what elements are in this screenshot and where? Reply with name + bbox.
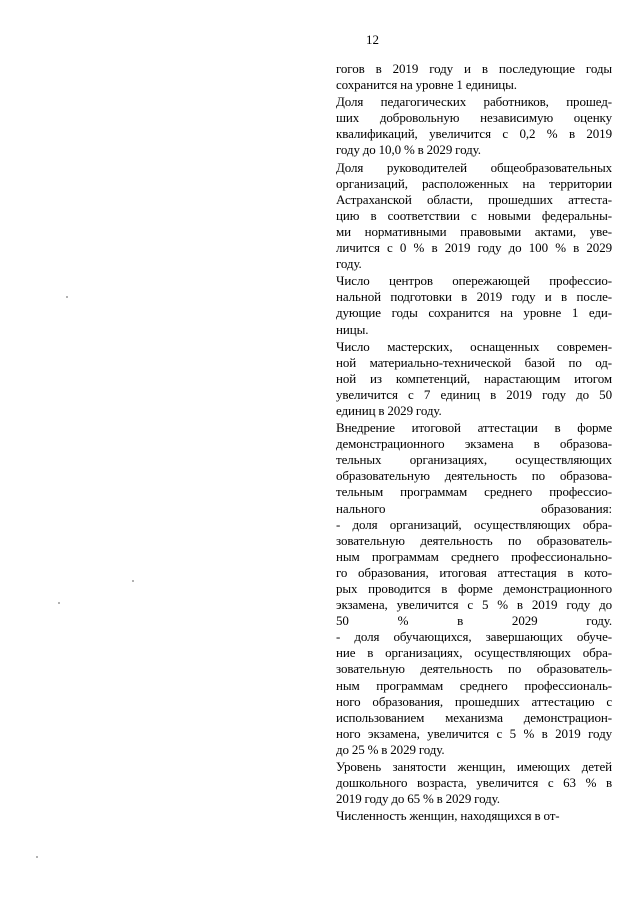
text-line: Внедрение итоговой аттестации в форме [336,420,612,436]
text-line: организаций, расположенных на территории [336,175,612,191]
page-number: 12 [366,32,379,47]
paragraph [336,273,612,337]
text-line: го образования, итоговая аттестация в кото- [336,564,612,580]
text-line: единиц в 2029 году. [336,402,442,418]
text-line: 50 % в 2029 году. [336,613,612,629]
text-line: дошкольного возраста, увеличится с 63 % в [336,775,612,791]
text-line: ми нормативными правовыми актами, уве- [336,223,612,239]
text-line: нальной подготовки в 2019 году и в после- [336,289,612,305]
text-line: зовательную деятельность по образователь- [336,661,612,677]
text-line: ным программам среднего профессиональ- [336,677,612,693]
text-line: рых проводится в форме демонстрационного [336,581,612,596]
scan-speck [58,602,60,604]
text-line: ной из компетенций, нарастающим итогом [336,370,612,386]
text-line: Доля руководителей общеобразовательных [336,159,612,175]
text-line: Астраханской области, прошедших аттеста- [336,191,612,207]
text-line: увеличится с 7 единиц в 2019 году до 50 [336,386,612,402]
text-line: Число центров опережающей профессио- [336,273,612,289]
scan-speck [36,856,38,858]
text-line: экзамена, увеличится с 5 % в 2019 году до [336,597,612,613]
text-line: использованием механизма демонстрацион- [336,709,612,725]
text-line: Доля педагогических работников, прошед- [336,94,612,110]
text-line: году до 10,0 % в 2029 году. [336,142,481,158]
text-line: зовательную деятельность по образователь- [336,532,612,548]
text-line: сохранится на уровне 1 единицы. [336,77,517,93]
paragraph [336,339,612,419]
text-line: демонстрационного экзамена в образова- [336,436,612,452]
text-line: образовательную деятельность по образова- [336,468,612,484]
scan-speck [132,580,134,582]
text-line: цию в соответствии с новыми федеральны- [336,207,612,223]
text-line: ние в организациях, осуществляющих обра- [336,645,612,661]
scan-speck [66,296,68,298]
paragraph [336,94,612,158]
text-line: ной материально-технической базой по од- [336,354,612,370]
paragraph [336,160,612,273]
text-line: ницы. [336,321,369,337]
paragraph [336,808,612,824]
text-column [336,61,612,825]
text-line: тельных организациях, осуществляющих [336,452,612,468]
text-line: - доля организаций, осуществляющих обра- [336,516,612,532]
text-line: ным программам среднего профессионально- [336,548,612,564]
text-line: Численность женщин, находящихся в от- [336,808,560,824]
text-line: тельным программам среднего профессио- [336,484,612,500]
text-line: до 25 % в 2029 году. [336,741,445,757]
text-line: гогов в 2019 году и в последующие годы [336,61,612,76]
paragraph [336,420,612,758]
text-line: ного образования, прошедших аттестацию с [336,693,612,709]
text-line: - доля обучающихся, завершающих обуче- [336,629,612,645]
text-line: ного экзамена, увеличится с 5 % в 2019 году [336,725,612,741]
paragraph [336,759,612,807]
paragraph [336,61,612,93]
text-line: личится с 0 % в 2019 году до 100 % в 2029 [336,240,612,256]
text-line: году. [336,256,362,272]
text-line: Уровень занятости женщин, имеющих детей [336,759,612,775]
text-line: квалификаций, увеличится с 0,2 % в 2019 [336,126,612,142]
text-line: 2019 году до 65 % в 2029 году. [336,791,500,807]
text-line: нального образования: [336,500,612,516]
text-line: ших добровольную независимую оценку [336,110,612,126]
text-line: дующие годы сохранится на уровне 1 еди- [336,305,612,321]
text-line: Число мастерских, оснащенных современ- [336,338,612,354]
